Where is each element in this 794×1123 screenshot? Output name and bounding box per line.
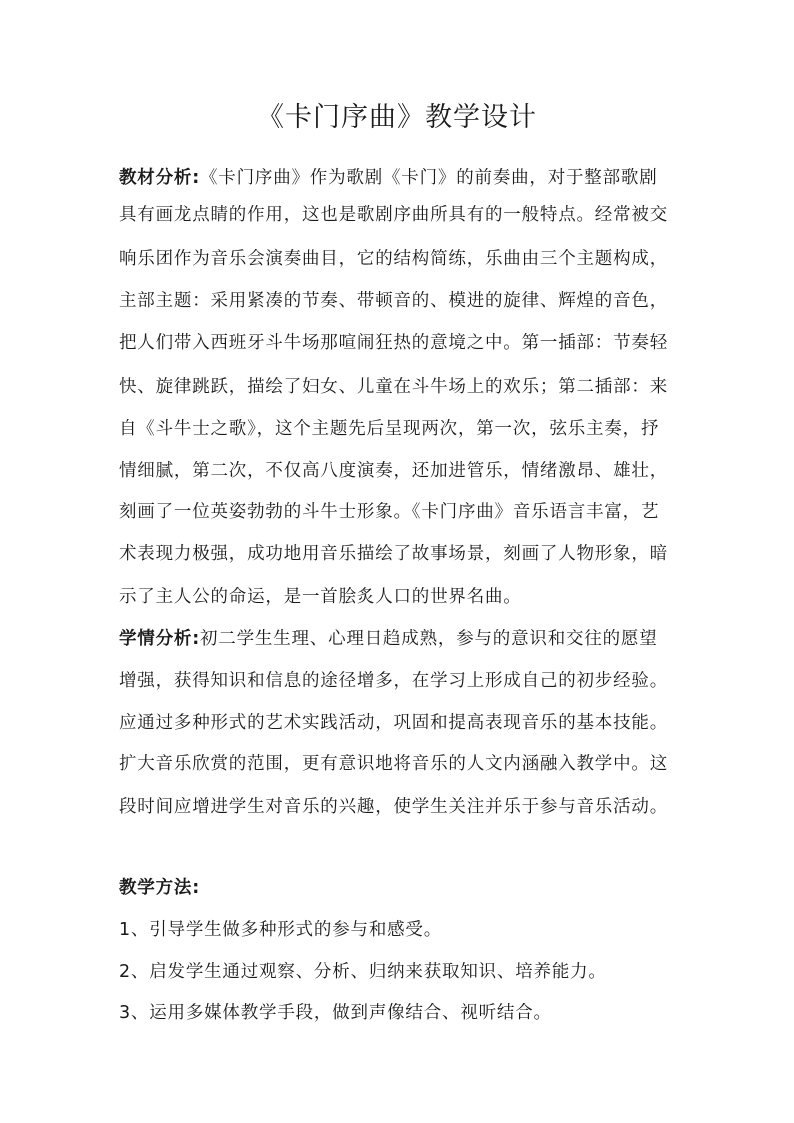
learner-analysis-line-2: 增强，获得知识和信息的途径增多，在学习上形成自己的初步经验。	[119, 671, 668, 691]
material-analysis-line-11: 示了主人公的命运，是一首脍炙人口的世界名曲。	[119, 587, 522, 607]
teaching-method-item-3: 3、运用多媒体教学手段，做到声像结合、视听结合。	[119, 1003, 552, 1023]
teaching-methods-label: 教学方法:	[119, 878, 200, 898]
material-analysis-line-10: 术表现力极强，成功地用音乐描绘了故事场景，刻画了人物形象，暗	[119, 544, 668, 564]
material-analysis-line-1	[119, 163, 658, 193]
material-analysis-line-6: 快、旋律跳跃，描绘了妇女、儿童在斗牛场上的欢乐；第二插部：来	[119, 377, 668, 397]
teaching-method-item-1: 1、引导学生做多种形式的参与和感受。	[119, 920, 443, 940]
material-analysis-line-8: 情细腻，第二次，不仅高八度演奏，还加进管乐，情绪激昂、雄壮，	[119, 461, 668, 481]
learner-analysis-line-3: 应通过多种形式的艺术实践活动，巩固和提高表现音乐的基本技能。	[119, 713, 668, 733]
teaching-method-item-2: 2、启发学生通过观察、分析、归纳来获取知识、培养能力。	[119, 962, 607, 982]
material-analysis-line-4: 主部主题：采用紧凑的节奏、带顿音的、模进的旋律、辉煌的音色，	[119, 291, 668, 311]
material-analysis-line-7: 自《斗牛士之歌》，这个主题先后呈现两次，第一次，弦乐主奏，抒	[119, 419, 660, 439]
learner-analysis-label: 学情分析:	[119, 629, 200, 649]
material-analysis-line-3: 响乐团作为音乐会演奏曲目，它的结构简练，乐曲由三个主题构成，	[119, 249, 668, 269]
material-analysis-text: 《卡门序曲》作为歌剧《卡门》的前奏曲，对于整部歌剧	[200, 168, 658, 188]
learner-analysis-line-4: 扩大音乐欣赏的范围，更有意识地将音乐的人文内涵融入教学中。这	[119, 754, 668, 774]
material-analysis-line-2: 具有画龙点睛的作用，这也是歌剧序曲所具有的一般特点。经常被交	[119, 205, 668, 225]
document-title: 《卡门序曲》教学设计	[257, 102, 537, 133]
material-analysis-label: 教材分析:	[119, 168, 200, 188]
learner-analysis-line-1	[119, 624, 658, 654]
material-analysis-line-5: 把人们带入西班牙斗牛场那喧闹狂热的意境之中。第一插部：节奏轻	[119, 333, 668, 353]
learner-analysis-text: 初二学生生理、心理日趋成熟，参与的意识和交往的愿望	[200, 629, 658, 649]
learner-analysis-line-5: 段时间应增进学生对音乐的兴趣，使学生关注并乐于参与音乐活动。	[119, 797, 668, 817]
material-analysis-line-9: 刻画了一位英姿勃勃的斗牛士形象。《卡门序曲》音乐语言丰富，艺	[119, 502, 660, 522]
